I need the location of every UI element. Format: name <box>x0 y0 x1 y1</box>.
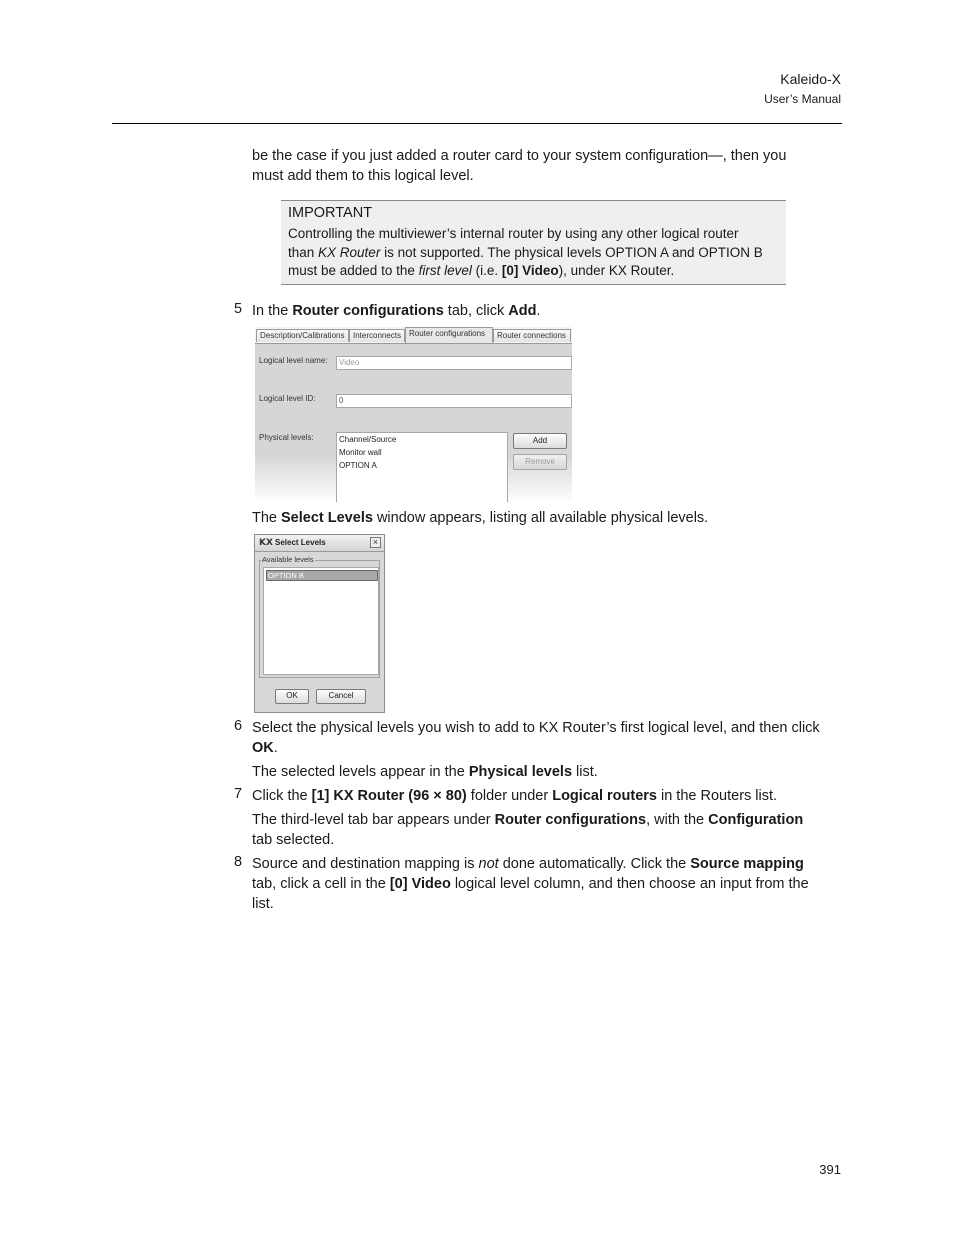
physical-levels-list[interactable] <box>336 432 508 502</box>
step-6-line-1: Select the physical levels you wish to add to KX Router’s first logical level, and then click <box>252 720 820 736</box>
router-configurations-screenshot <box>255 327 572 502</box>
close-icon[interactable]: × <box>370 537 381 548</box>
intro-line-2: must add them to this logical level. <box>252 168 474 184</box>
tab-interconnects[interactable]: Interconnects <box>349 329 405 342</box>
important-line-1: Controlling the multiviewer’s internal router by using any other logical router <box>288 226 739 241</box>
tab-bar <box>255 327 572 343</box>
step-8-line-1: Source and destination mapping is not done automatically. Click the Source mapping <box>252 856 804 872</box>
logical-level-id-label: Logical level ID: <box>259 394 316 403</box>
step-7-subtext <box>252 810 842 850</box>
important-line-2: than KX Router is not supported. The physical levels OPTION A and OPTION B <box>288 244 763 260</box>
step-8-line-3: list. <box>252 896 274 912</box>
ok-button[interactable]: OK <box>275 689 309 704</box>
important-line-3: must be added to the first level (i.e. [0] Video), under KX Router. <box>288 263 675 278</box>
header-subtitle: User’s Manual <box>764 92 841 106</box>
router-config-panel <box>255 343 572 502</box>
step-8-text <box>252 854 847 914</box>
kx-icon: KX <box>259 538 273 548</box>
step-6-text <box>252 718 847 758</box>
important-body <box>288 225 780 281</box>
available-levels-list[interactable] <box>263 567 379 675</box>
step-6-subtext: The selected levels appear in the Physical levels list. <box>252 764 598 780</box>
physical-levels-label: Physical levels: <box>259 433 314 442</box>
step-8-number: 8 <box>234 854 243 870</box>
step-8-line-2: tab, click a cell in the [0] Video logical level column, and then choose an input from the <box>252 876 809 892</box>
important-title: IMPORTANT <box>288 205 373 221</box>
available-levels-label: Available levels <box>262 555 314 564</box>
step-7-number: 7 <box>234 786 243 802</box>
list-item[interactable]: Monitor wall <box>339 448 382 457</box>
cancel-button[interactable]: Cancel <box>316 689 366 704</box>
dialog-title: Select Levels <box>275 538 326 547</box>
tab-router-configurations[interactable]: Router configurations <box>405 327 493 343</box>
select-levels-dialog <box>254 534 385 713</box>
logical-level-name-label: Logical level name: <box>259 356 328 365</box>
header-title: Kaleido-X <box>780 71 841 87</box>
step-5-text: In the Router configurations tab, click Add. <box>252 303 541 319</box>
step-6-number: 6 <box>234 718 243 734</box>
tab-description-calibrations[interactable]: Description/Calibrations <box>256 329 349 342</box>
step-5-number: 5 <box>234 301 243 317</box>
list-item[interactable]: OPTION A <box>339 461 377 470</box>
step-7-sub-line-1: The third-level tab bar appears under Router configurations, with the Configuration <box>252 812 804 828</box>
logical-level-id-input[interactable]: 0 <box>336 394 572 408</box>
page-number: 391 <box>819 1162 841 1177</box>
dialog-title-bar <box>255 535 384 552</box>
header-rule <box>112 123 842 124</box>
step-6-line-2: OK. <box>252 740 278 756</box>
tab-router-connections[interactable]: Router connections <box>493 329 571 342</box>
select-levels-text: The Select Levels window appears, listing all available physical levels. <box>252 510 709 526</box>
add-button[interactable]: Add <box>513 433 567 449</box>
important-note <box>281 200 786 285</box>
list-item[interactable]: Channel/Source <box>339 435 397 444</box>
step-7-text: Click the [1] KX Router (96 × 80) folder under Logical routers in the Routers list. <box>252 788 778 804</box>
step-7-sub-line-2: tab selected. <box>252 832 335 848</box>
intro-paragraph <box>252 146 842 186</box>
logical-level-name-input[interactable]: Video <box>336 356 572 370</box>
intro-line-1: be the case if you just added a router card to your system configuration—, then you <box>252 148 787 164</box>
remove-button[interactable]: Remove <box>513 454 567 470</box>
list-item[interactable]: OPTION B <box>266 570 378 581</box>
